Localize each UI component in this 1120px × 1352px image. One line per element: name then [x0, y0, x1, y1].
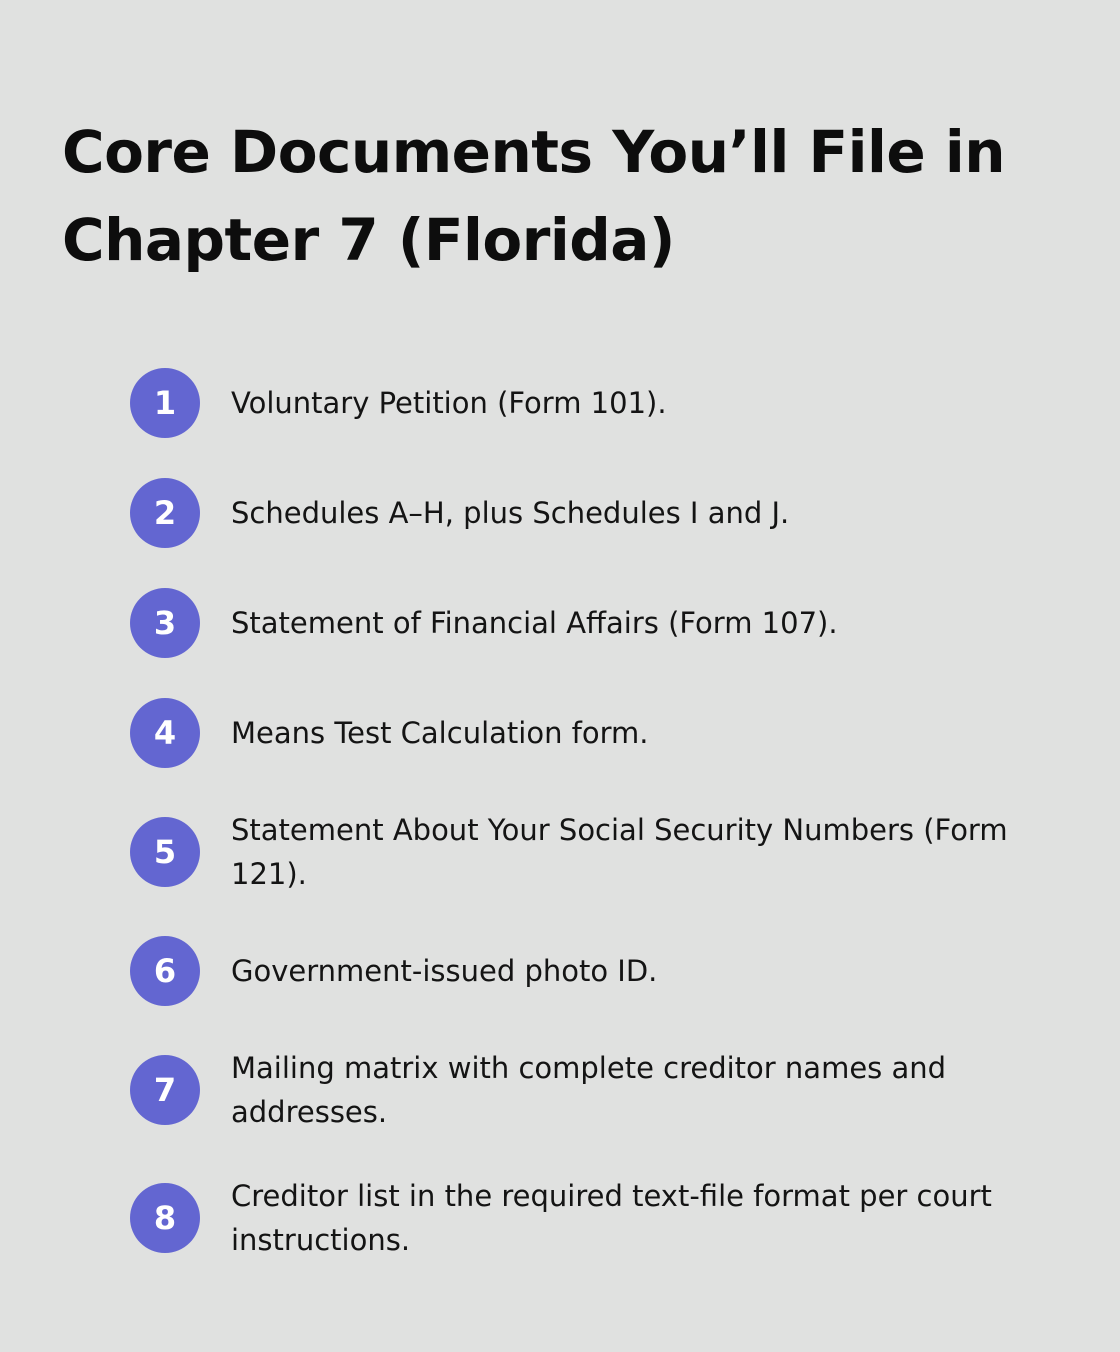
list-item: [130, 588, 1050, 658]
number-badge: 8: [130, 1183, 200, 1253]
number-badge: 3: [130, 588, 200, 658]
page-title: Core Documents You’ll File in Chapter 7 (Florida): [62, 118, 1006, 274]
number-badge: 7: [130, 1055, 200, 1125]
number-badge: 1: [130, 368, 200, 438]
list-item: [130, 936, 1050, 1006]
list-item-text: Statement of Financial Affairs (Form 107).: [231, 606, 838, 640]
number-badge: 2: [130, 478, 200, 548]
number-badge: 5: [130, 817, 200, 887]
list-item: [130, 698, 1050, 768]
list-item-text: Mailing matrix with complete creditor names and addresses.: [231, 1051, 947, 1129]
list-item-text: Creditor list in the required text-file format per court instructions.: [231, 1179, 992, 1257]
list-item-text: Schedules A–H, plus Schedules I and J.: [231, 496, 790, 530]
list-item: [130, 368, 1050, 438]
list-item-text: Means Test Calculation form.: [231, 716, 649, 750]
list-item: [130, 808, 1050, 896]
number-badge: 6: [130, 936, 200, 1006]
list-item: [130, 478, 1050, 548]
list-item-text: Voluntary Petition (Form 101).: [231, 386, 667, 420]
list-item-text: Government-issued photo ID.: [231, 954, 658, 988]
list-item-text: Statement About Your Social Security Numbers (Form 121).: [231, 813, 1008, 891]
list-item: [130, 1174, 1050, 1262]
list-item: [130, 1046, 1050, 1134]
document-list: [130, 368, 1050, 1302]
number-badge: 4: [130, 698, 200, 768]
